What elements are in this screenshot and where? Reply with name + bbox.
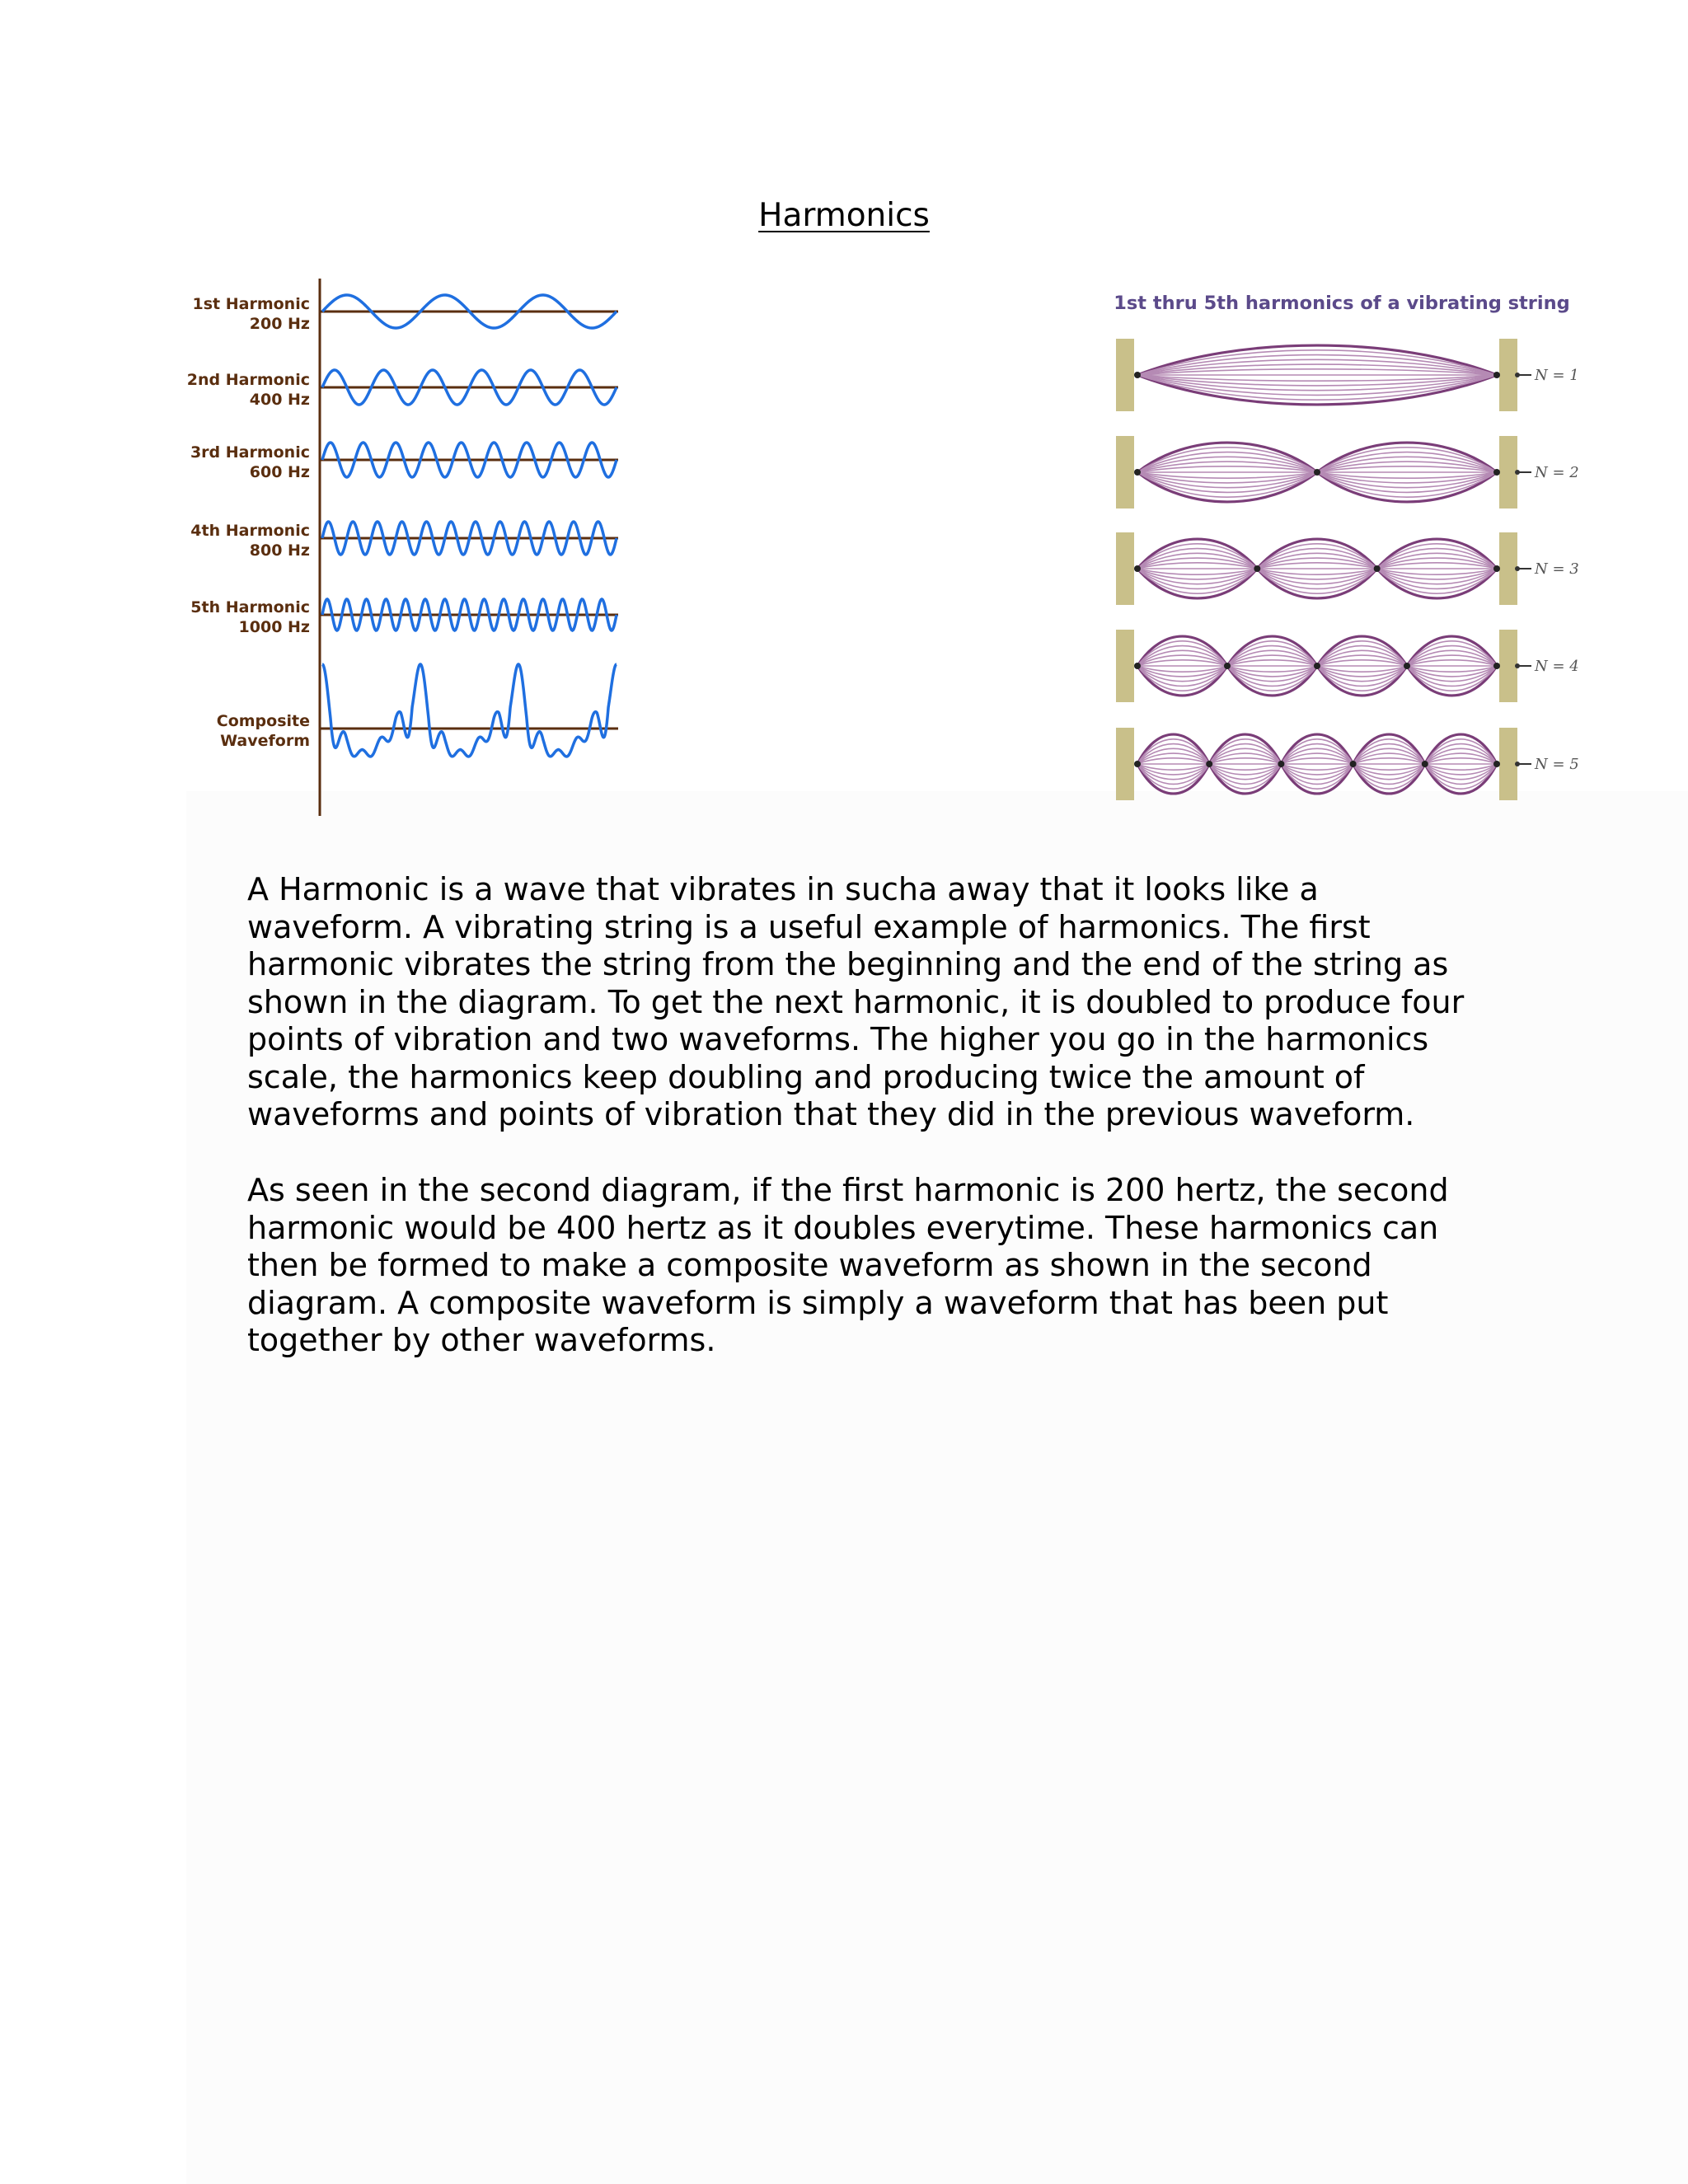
string-node [1350,761,1357,767]
label-pointer-dot [1515,470,1520,475]
string-node [1404,663,1410,669]
string-curve [1137,448,1497,472]
label-pointer-dot [1515,762,1520,766]
string-curve [1137,544,1497,569]
harmonic-name-label: 1st Harmonic [192,295,310,313]
string-node [1493,663,1500,669]
string-curve [1137,553,1497,569]
string-curve [1137,764,1497,770]
left-post [1116,630,1134,702]
string-curve [1137,443,1497,472]
string-mode [1116,728,1579,800]
string-curve [1137,375,1497,381]
string-node [1278,761,1284,767]
string-curve [1137,563,1497,569]
string-node [1314,469,1320,476]
left-post [1116,436,1134,509]
string-curve [1137,764,1497,780]
mode-label: N = 2 [1535,464,1579,481]
harmonic-name-label: 4th Harmonic [190,522,310,540]
page-title: Harmonics [758,197,930,234]
left-post [1116,532,1134,605]
composite-label: Composite [216,712,310,730]
harmonic-name-label: 2nd Harmonic [186,371,310,389]
string-node [1134,372,1141,378]
harmonic-frequency-label: 200 Hz [249,315,310,333]
right-post [1499,339,1517,411]
mode-label: N = 5 [1535,756,1579,773]
mode-label: N = 3 [1535,560,1579,578]
string-curve [1137,748,1497,764]
mode-label: N = 4 [1535,658,1579,675]
right-post [1499,436,1517,509]
paragraph-1: A Harmonic is a wave that vibrates in sucha away that it looks like a waveform. A vibrating string is a useful example of harmonics. The first harmonic vibrates the string from the beginning and the end of the string as shown in the diagram. To get the next harmonic, it is doubled to produce four points of vibration and two waveforms. The higher you go in the harmonics scale, the harmonics keep doubling and producing twice the amount of waveforms and points of vibration that they did in the previous waveform. [247,871,1465,1132]
string-mode [1116,630,1579,702]
string-node [1224,663,1231,669]
harmonic-frequency-label: 800 Hz [249,541,310,560]
label-pointer-dot [1515,663,1520,668]
harmonic-name-label: 5th Harmonic [190,598,310,616]
string-curve [1137,758,1497,764]
string-node [1206,761,1212,767]
string-curve [1137,369,1497,375]
string-node [1134,761,1141,767]
label-pointer-dot [1515,373,1520,377]
harmonic-frequency-label: 1000 Hz [238,618,310,636]
string-node [1134,565,1141,572]
string-curve [1137,641,1497,666]
string-node [1493,469,1500,476]
left-post [1116,339,1134,411]
mode-label: N = 1 [1535,367,1579,384]
string-node [1134,469,1141,476]
string-node [1422,761,1428,767]
string-mode [1116,532,1579,605]
string-curve [1137,569,1497,574]
string-curve [1137,569,1497,593]
string-node [1493,565,1500,572]
right-post [1499,728,1517,800]
composite-wave [322,664,617,757]
string-node [1314,663,1320,669]
composite-sublabel: Waveform [220,732,310,750]
string-node [1374,565,1381,572]
string-node [1493,372,1500,378]
string-figure-title: 1st thru 5th harmonics of a vibrating string [1114,293,1570,314]
paragraph-2: As seen in the second diagram, if the first harmonic is 200 hertz, the second harmonic would be 400 hertz as it doubles everytime. These harmonics can then be formed to make a composite waveform as shown in the second diagram. A composite waveform is simply a waveform that has been put together by other waveforms. [247,1172,1449,1358]
harmonic-name-label: 3rd Harmonic [190,443,310,462]
string-curve [1137,569,1497,584]
right-post [1499,630,1517,702]
harmonic-frequency-label: 400 Hz [249,391,310,409]
string-node [1493,761,1500,767]
string-curve [1137,666,1497,691]
string-curve [1137,472,1497,502]
string-mode [1116,436,1579,509]
right-post [1499,532,1517,605]
vibrating-string-figure [1111,284,1579,812]
string-node [1134,663,1141,669]
label-pointer-dot [1515,566,1520,571]
string-curve [1137,472,1497,497]
left-post [1116,728,1134,800]
string-node [1254,565,1260,572]
harmonic-waveforms-figure [188,270,633,823]
string-mode [1116,339,1579,411]
harmonic-frequency-label: 600 Hz [249,463,310,481]
